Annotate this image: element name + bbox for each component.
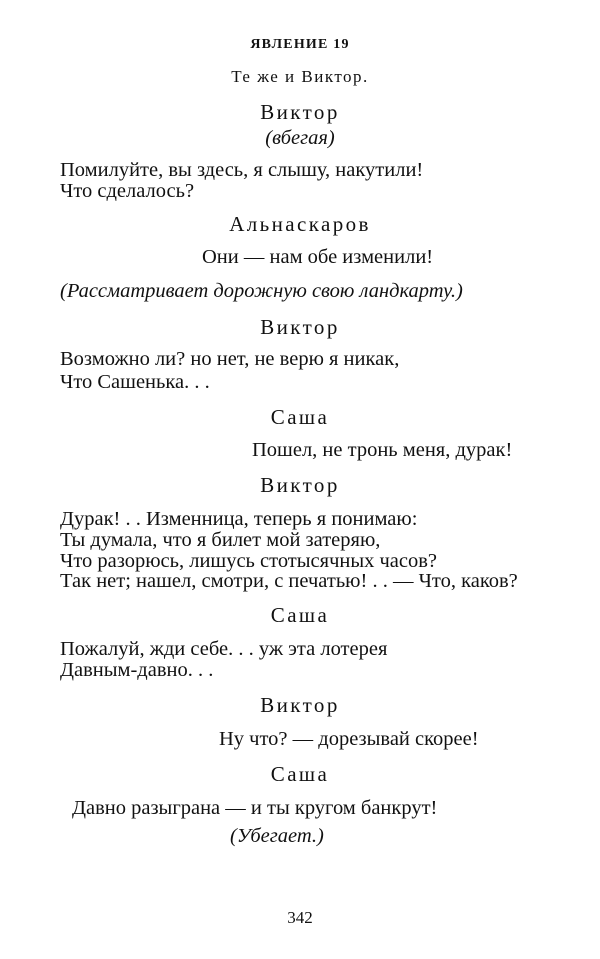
dialogue-line: Давным-давно. . .	[60, 659, 214, 681]
dialogue-line: Пошел, не тронь меня, дурак!	[252, 439, 513, 461]
dialogue-line: Дурак! . . Изменница, теперь я понимаю:	[60, 508, 418, 530]
speaker-name: Виктор	[260, 473, 340, 497]
dialogue-line: Они — нам обе изменили!	[202, 246, 434, 268]
stage-direction: (вбегая)	[265, 127, 335, 149]
dialogue-line: Пожалуй, жди себе. . . уж эта лотерея	[60, 638, 388, 660]
speaker-name: Саша	[270, 405, 330, 429]
dialogue-line: Ты думала, что я билет мой затеряю,	[60, 529, 381, 551]
dialogue-line: Так нет; нашел, смотри, с печатью! . . — Что, каков?	[60, 570, 518, 592]
dialogue-line: Что Сашенька. . .	[60, 371, 210, 393]
dialogue-line: Помилуйте, вы здесь, я слышу, накутили!	[60, 159, 424, 181]
stage-direction: (Убегает.)	[230, 825, 324, 847]
page-number: 342	[287, 908, 313, 927]
dialogue-line: Ну что? — дорезывай скорее!	[219, 728, 479, 750]
scene-heading: ЯВЛЕНИЕ 19	[250, 37, 350, 52]
speaker-name: Альнаскаров	[229, 212, 371, 236]
stage-direction: (Рассматривает дорожную свою ландкарту.)	[60, 280, 463, 302]
dialogue-line: Что сделалось?	[60, 180, 195, 202]
speaker-name: Саша	[270, 603, 330, 627]
dialogue-line: Что разорюсь, лишусь стотысячных часов?	[60, 550, 438, 572]
speaker-name: Виктор	[260, 693, 340, 717]
speaker-name: Саша	[270, 762, 330, 786]
speaker-name: Виктор	[260, 100, 340, 124]
scene-cast: Те же и Виктор.	[231, 67, 369, 86]
dialogue-line: Возможно ли? но нет, не верю я никак,	[60, 348, 400, 370]
dialogue-line: Давно разыграна — и ты кругом банкрут!	[72, 797, 438, 819]
speaker-name: Виктор	[260, 315, 340, 339]
